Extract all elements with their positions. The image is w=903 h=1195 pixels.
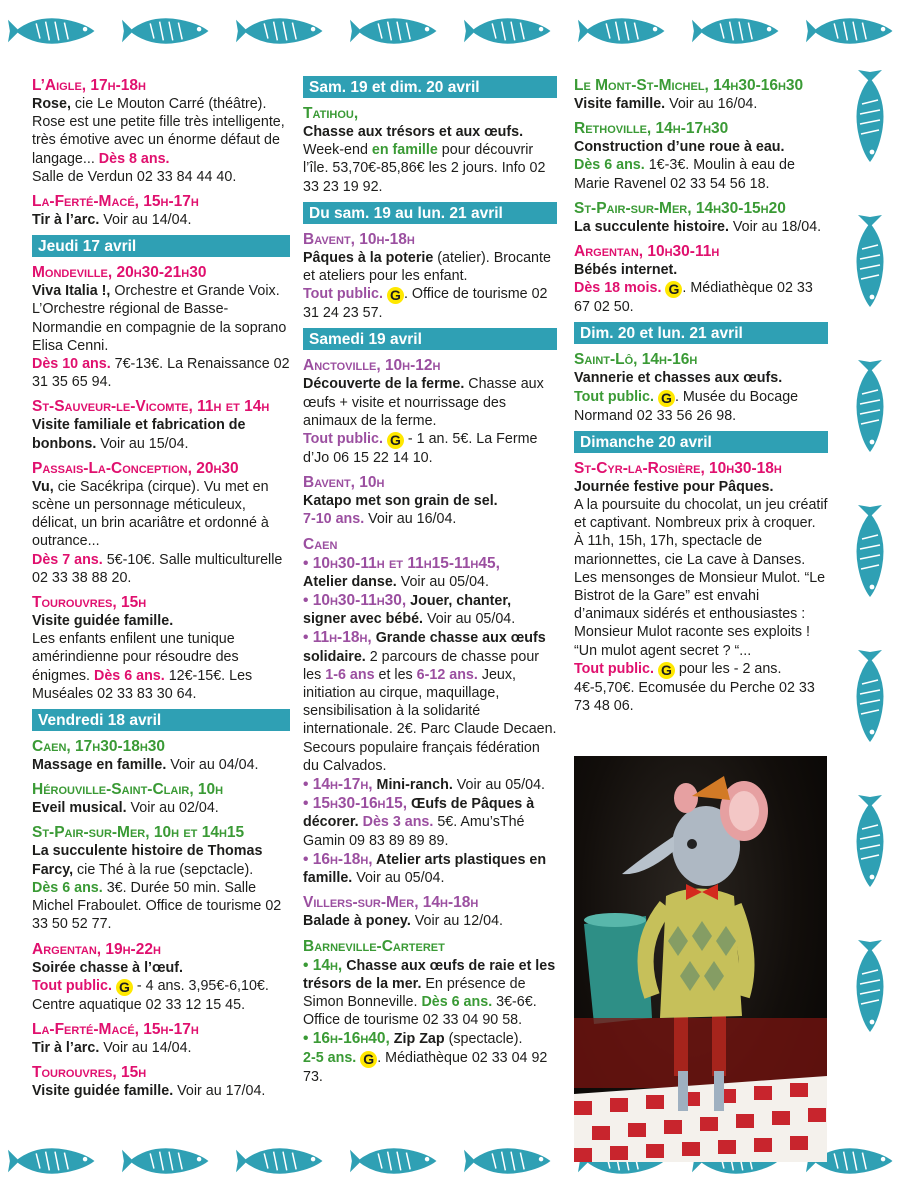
event-text: 2 parcours de chasse pour les bbox=[303, 648, 540, 683]
day-header: Du sam. 19 au lun. 21 avril bbox=[303, 202, 557, 224]
column-3 bbox=[574, 76, 828, 721]
event-title: Grande chasse aux œufs solidaire. bbox=[303, 630, 546, 665]
event-time: • 16h-18h, bbox=[303, 850, 373, 868]
event-text: Voir au 04/04. bbox=[166, 757, 259, 774]
event-title: Katapo met son grain de sel. bbox=[303, 493, 498, 510]
event-text: Voir au 05/04. bbox=[396, 573, 489, 590]
fish-icon bbox=[236, 10, 330, 52]
event-title: Vannerie et chasses aux œufs. bbox=[574, 370, 783, 387]
event-text: Week-end bbox=[303, 142, 372, 159]
event-place: St-Sauveur-le-Vicomte, 11h et 14h bbox=[32, 398, 270, 416]
age-label: en famille bbox=[371, 142, 438, 159]
puppet-photo bbox=[574, 756, 827, 1162]
event-place: St-Pair-sur-Mer, 10h et 14h15 bbox=[32, 824, 245, 842]
event-text: cie Le Mouton Carré (théâtre). Rose est une petite fille très intelligente, très émotive avec un énorme défaut de langage... bbox=[32, 96, 285, 167]
age-label: Tout public. bbox=[574, 660, 654, 677]
age-label: Tout public. bbox=[32, 977, 112, 994]
event-title: Mini-ranch. bbox=[372, 777, 453, 794]
event-text: (spectacle). bbox=[444, 1031, 523, 1048]
event-info: . Musée du Bocage Normand 02 33 56 26 98. bbox=[574, 388, 799, 424]
event-time: • 10h30-11h et 11h15-11h45, bbox=[303, 554, 500, 572]
event-place: Le Mont-St-Michel, 14h30-16h30 bbox=[574, 77, 804, 94]
event-text: (atelier). Brocante et ateliers pour les enfant. bbox=[303, 249, 551, 285]
event-entry bbox=[303, 535, 557, 888]
event-title: Rose, bbox=[32, 96, 71, 112]
age-label: Dès 6 ans. bbox=[94, 667, 165, 684]
day-header: Samedi 19 avril bbox=[303, 328, 557, 350]
event-text: Voir au 05/04. bbox=[452, 777, 546, 794]
event-entry bbox=[574, 350, 828, 424]
fish-icon bbox=[850, 505, 890, 605]
event-title: Chasse aux œufs de raie et les trésors de la mer. bbox=[303, 957, 556, 992]
event-place: Villers-sur-Mer, 14h-18h bbox=[303, 894, 479, 912]
event-text: cie Sacékripa (cirque). Vu met en scène un personnage méticuleux, délicat, un brin acariâtre et ordonné à outrance... bbox=[32, 478, 269, 550]
event-info: Voir au 16/04. bbox=[364, 511, 457, 528]
free-badge: G bbox=[658, 390, 675, 407]
event-title: Pâques à la poterie bbox=[303, 249, 434, 266]
event-entry bbox=[303, 104, 557, 196]
age-label: Dès 7 ans. bbox=[32, 551, 103, 568]
event-info: 3€-6€. Office de tourisme 02 33 04 90 58. bbox=[303, 993, 537, 1029]
event-entry bbox=[32, 780, 290, 817]
event-time: • 10h30-11h30, bbox=[303, 592, 407, 610]
age-label: Dès 6 ans. bbox=[32, 879, 103, 896]
event-text: et les bbox=[374, 666, 417, 683]
age-label: 2-5 ans. bbox=[303, 1049, 357, 1066]
free-badge: G bbox=[116, 979, 133, 996]
event-info: 7€-13€. La Renaissance 02 31 35 65 94. bbox=[32, 356, 290, 391]
age-label: 1-6 ans bbox=[325, 666, 375, 683]
event-entry bbox=[303, 230, 557, 323]
event-text: Voir au 14/04. bbox=[99, 212, 192, 229]
fish-icon bbox=[8, 10, 102, 52]
free-badge: G bbox=[658, 662, 675, 679]
event-title: Balade à poney. bbox=[303, 913, 411, 930]
age-label: Dès 3 ans. bbox=[362, 814, 434, 831]
fish-icon bbox=[350, 1140, 444, 1182]
event-title: Chasse aux trésors et aux œufs. bbox=[303, 124, 524, 140]
event-entry bbox=[574, 76, 828, 113]
fish-icon bbox=[850, 650, 890, 750]
event-title: Atelier arts plastiques en famille. bbox=[303, 851, 547, 887]
fish-icon bbox=[578, 10, 672, 52]
fish-icon bbox=[122, 1140, 216, 1182]
event-place: Barneville-Carteret bbox=[303, 937, 445, 955]
fish-icon bbox=[850, 70, 890, 170]
event-place: Caen, 17h30-18h30 bbox=[32, 738, 166, 756]
event-entry bbox=[303, 356, 557, 467]
age-label: Dès 10 ans. bbox=[32, 356, 111, 373]
event-entry bbox=[32, 263, 290, 391]
event-info: 5€-10€. Salle multiculturelle 02 33 38 88 20. bbox=[32, 551, 283, 586]
event-entry bbox=[32, 823, 290, 933]
event-title: La succulente histoire de Thomas Farcy, bbox=[32, 843, 263, 878]
event-text: Voir au 15/04. bbox=[96, 435, 189, 452]
event-place: Tourouvres, 15h bbox=[32, 594, 147, 612]
event-text: cie Thé à la rue (sepctacle). bbox=[73, 861, 254, 878]
event-info: 3€. Durée 50 min. Salle Michel Fraboulet. Office de tourisme 02 33 50 52 77. bbox=[32, 879, 282, 933]
event-text: Jeux, initiation au cirque, maquillage, sensibilisation à la solidarité internationale. 2€. Parc Claude Decaen. Secours populaire français fédération du Calvados. bbox=[303, 666, 557, 774]
event-info: . Médiathèque 02 33 04 92 73. bbox=[303, 1049, 548, 1085]
event-info: . Médiathèque 02 33 67 02 50. bbox=[574, 280, 813, 316]
day-header: Vendredi 18 avril bbox=[32, 709, 290, 731]
event-title: Visite guidée famille. bbox=[32, 1083, 174, 1100]
event-entry bbox=[574, 242, 828, 316]
event-info: 12€-15€. Les Muséales 02 33 83 30 64. bbox=[32, 667, 253, 702]
event-place: Saint-Lô, 14h-16h bbox=[574, 351, 698, 369]
event-text: Les enfants enfilent une tunique amérindienne pour résoudre des énigmes. bbox=[32, 631, 239, 684]
event-place: L’Aigle, 17h-18h bbox=[32, 77, 146, 94]
tablecloth bbox=[574, 1076, 827, 1162]
fish-icon bbox=[350, 10, 444, 52]
event-entry bbox=[574, 119, 828, 193]
event-entry bbox=[303, 937, 557, 1086]
fish-icon bbox=[236, 1140, 330, 1182]
fish-icon bbox=[464, 1140, 558, 1182]
event-entry bbox=[574, 199, 828, 236]
event-info: Salle de Verdun 02 33 84 44 40. bbox=[32, 168, 237, 185]
free-badge: G bbox=[387, 287, 404, 304]
event-text: Voir au 14/04. bbox=[99, 1039, 192, 1056]
event-text: Voir au 18/04. bbox=[728, 218, 822, 235]
age-label: Dès 6 ans. bbox=[574, 157, 645, 174]
event-text: Voir au 17/04. bbox=[173, 1083, 266, 1100]
fish-icon bbox=[850, 360, 890, 460]
event-title: Découverte de la ferme. bbox=[303, 376, 465, 393]
event-place: St-Pair-sur-Mer, 14h30-15h20 bbox=[574, 199, 786, 217]
event-entry bbox=[574, 459, 828, 715]
mouse-puppet-illustration bbox=[574, 756, 827, 1162]
event-entry bbox=[32, 593, 290, 703]
event-place: Argentan, 10h30-11h bbox=[574, 243, 720, 261]
event-place: La-Ferté-Macé, 15h-17h bbox=[32, 1020, 199, 1038]
event-title: Tir à l’arc. bbox=[32, 1039, 100, 1056]
age-label: Dès 8 ans. bbox=[98, 150, 170, 167]
event-time: • 14h, bbox=[303, 956, 343, 974]
event-place: Tourouvres, 15h bbox=[32, 1064, 147, 1082]
fish-icon bbox=[850, 215, 890, 315]
age-label: Tout public. bbox=[303, 286, 383, 303]
event-info: 5€. Amu’sThé Gamin 09 83 89 89 89. bbox=[303, 814, 525, 849]
event-info: . Office de tourisme 02 31 24 23 57. bbox=[303, 286, 548, 322]
event-place: Rethoville, 14h-17h30 bbox=[574, 120, 729, 138]
event-title: Œufs de Pâques à décorer. bbox=[303, 796, 535, 831]
event-place: Mondeville, 20h30-21h30 bbox=[32, 264, 207, 282]
column-1 bbox=[32, 76, 290, 1106]
event-text: Voir au 05/04. bbox=[352, 870, 445, 887]
age-label: 6-12 ans. bbox=[416, 666, 478, 683]
event-place: Tatihou, bbox=[303, 105, 359, 122]
event-title: Visite familiale et fabrication de bonbons. bbox=[32, 417, 246, 452]
event-title: Visite guidée famille. bbox=[32, 613, 174, 630]
event-entry bbox=[32, 1063, 290, 1100]
fish-border-top bbox=[0, 0, 903, 60]
event-title: Massage en famille. bbox=[32, 757, 167, 774]
event-title: Visite famille. bbox=[574, 96, 666, 112]
event-title: Zip Zap bbox=[389, 1031, 445, 1048]
fish-icon bbox=[8, 1140, 102, 1182]
event-text: Orchestre et Grande Voix. L’Orchestre régional de Basse-Normandie en compagnie de la soprano Elisa Cenni. bbox=[32, 283, 287, 354]
event-entry bbox=[32, 397, 290, 452]
day-header: Dim. 20 et lun. 21 avril bbox=[574, 322, 828, 344]
event-place: Passais-La-Conception, 20h30 bbox=[32, 459, 239, 477]
event-title: Construction d’une roue à eau. bbox=[574, 139, 785, 156]
event-entry bbox=[303, 473, 557, 528]
event-title: Tir à l’arc. bbox=[32, 212, 100, 229]
event-info: pour les - 2 ans. 4€-5,70€. Ecomusée du Perche 02 33 73 48 06. bbox=[574, 660, 815, 715]
event-entry bbox=[32, 459, 290, 587]
event-text: Voir au 12/04. bbox=[410, 913, 504, 930]
event-place: St-Cyr-la-Rosière, 10h30-18h bbox=[574, 459, 782, 477]
event-text: Voir au 05/04. bbox=[423, 611, 516, 628]
column-2 bbox=[303, 76, 557, 1092]
event-title: Viva Italia !, bbox=[32, 283, 111, 300]
fish-icon bbox=[464, 10, 558, 52]
event-info: pour découvrir l’île. 53,70€-85,86€ les 2 jours. Info 02 33 23 19 92. bbox=[303, 142, 546, 195]
fish-icon bbox=[692, 10, 786, 52]
event-place: La-Ferté-Macé, 15h-17h bbox=[32, 193, 199, 211]
age-label: Tout public. bbox=[574, 388, 654, 405]
event-place: Anctoville, 10h-12h bbox=[303, 357, 441, 375]
event-text: En présence de Simon Bonneville. bbox=[303, 975, 526, 1010]
day-header: Sam. 19 et dim. 20 avril bbox=[303, 76, 557, 98]
event-info: - 1 an. 5€. La Ferme d’Jo 06 15 22 14 10. bbox=[303, 431, 538, 467]
event-title: Atelier danse. bbox=[303, 573, 397, 590]
age-label: Tout public. bbox=[303, 431, 383, 448]
fish-icon bbox=[806, 10, 900, 52]
event-title: Jouer, chanter, signer avec bébé. bbox=[303, 593, 512, 628]
event-title: Soirée chasse à l’œuf. bbox=[32, 959, 183, 976]
event-title: La succulente histoire. bbox=[574, 218, 729, 235]
event-entry bbox=[32, 737, 290, 774]
free-badge: G bbox=[360, 1051, 377, 1068]
fish-border-right bbox=[838, 60, 903, 1130]
day-header: Dimanche 20 avril bbox=[574, 431, 828, 453]
event-place: Argentan, 19h-22h bbox=[32, 940, 161, 958]
day-header: Jeudi 17 avril bbox=[32, 235, 290, 257]
fish-icon bbox=[850, 795, 890, 895]
event-entry bbox=[32, 192, 290, 229]
event-title: Eveil musical. bbox=[32, 800, 127, 817]
age-label: Dès 6 ans. bbox=[421, 993, 493, 1010]
free-badge: G bbox=[387, 432, 404, 449]
fish-icon bbox=[122, 10, 216, 52]
event-text: A la poursuite du chocolat, un jeu créatif et captivant. Nombreux prix à croquer. À 11h, 15h, 17h, spectacle de marionnettes, cie La cave à Danses. Les mensonges de Monsieur Mulot. “Le Bistrot de la Gare” est envahi d’animaux sidérés et enthousiastes : Monsieur Mulot raconte ses exploits ! “Un mulot agent secret ? “... bbox=[574, 497, 828, 659]
event-place: Bavent, 10h-18h bbox=[303, 230, 415, 248]
event-info: - 4 ans. 3,95€-6,10€. Centre aquatique 02 33 12 15 45. bbox=[32, 977, 269, 1013]
event-entry bbox=[32, 940, 290, 1014]
age-label: 7-10 ans. bbox=[303, 511, 365, 528]
event-place: Bavent, 10h bbox=[303, 474, 385, 492]
event-entry bbox=[32, 1020, 290, 1057]
event-text: Voir au 16/04. bbox=[665, 96, 758, 112]
event-entry bbox=[32, 76, 290, 186]
event-info: 1€-3€. Moulin à eau de Marie Ravenel 02 33 54 56 18. bbox=[574, 157, 795, 192]
event-time: • 15h30-16h15, bbox=[303, 795, 408, 813]
event-title: Vu, bbox=[32, 478, 54, 495]
event-text: Voir au 02/04. bbox=[126, 800, 219, 817]
event-time: • 14h-17h, bbox=[303, 776, 373, 794]
event-text: Chasse aux œufs + visite et nourrissage des animaux de la ferme. bbox=[303, 376, 544, 429]
event-title: Journée festive pour Pâques. bbox=[574, 478, 774, 495]
event-entry bbox=[303, 893, 557, 930]
event-time: • 16h-16h40, bbox=[303, 1030, 390, 1048]
event-title: Bébés internet. bbox=[574, 262, 678, 279]
age-label: Dès 18 mois. bbox=[574, 280, 662, 297]
event-place: Caen bbox=[303, 535, 338, 553]
fish-icon bbox=[850, 940, 890, 1040]
event-place: Hérouville-Saint-Clair, 10h bbox=[32, 781, 224, 799]
event-time: • 11h-18h, bbox=[303, 629, 372, 647]
free-badge: G bbox=[665, 281, 682, 298]
